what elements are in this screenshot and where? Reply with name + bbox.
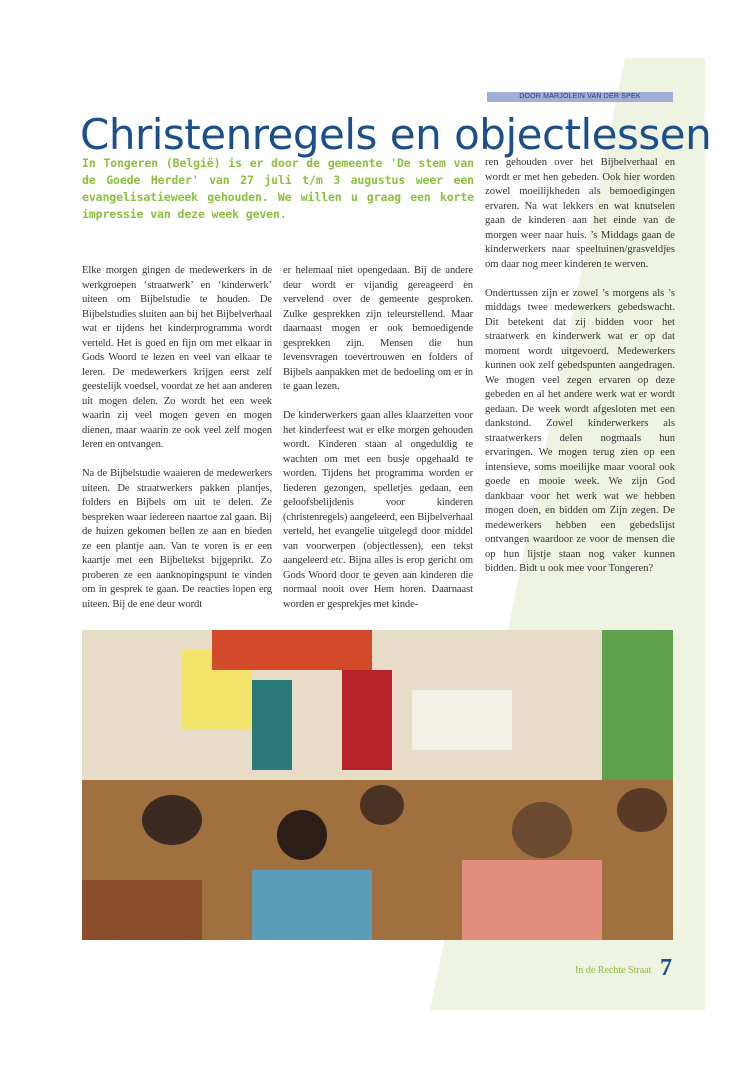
column-2 <box>283 264 473 612</box>
article-title: Christenregels en objectlessen <box>80 110 712 159</box>
paragraph: Na de Bijbelstudie waaieren de medewerkers uiteen. De straatwerkers pakken plantjes, folders en Bijbels om uit te delen. Ze bespreken waar iedereen naartoe zal gaan. Bij de huizen gekomen bellen ze aan en bieden ze een plantje aan. Van te voren is er een kaartje met een Bijbeltekst bijgeprikt. Zo proberen ze een aanknopingspunt te vinden om in gesprek te gaan. De reacties lopen erg uiteen. Bij de ene deur wordt <box>82 468 272 610</box>
paragraph: Elke morgen gingen de medewerkers in de werkgroepen ‘straatwerk’ en ‘kinderwerk’ uiteen om Bijbelstudie te houden. De Bijbelstudies sluiten aan bij het Bijbelverhaal wat er tijdens het kinderprogramma wordt verteld. Het is goed en fijn om met elkaar in Gods Woord te lezen en veel van elkaar te leren. De medewerkers krijgen eerst zelf geestelijk voedsel, voordat ze het aan anderen uit mogen delen. Zo wordt het een week waarin zij veel mogen geven en mogen dienen, maar waarin ze ook veel zelf mogen leren en ontvangen. <box>82 265 272 450</box>
column-3 <box>485 156 675 577</box>
paragraph: er helemaal niet opengedaan. Bij de andere deur wordt er vijandig gereageerd en vervelend over de gemeente gesproken. Zulke gesprekken zijn teleurstellend. Maar daarnaast mogen er ook bemoedigende gesprekken zijn. Mensen die hun levensvragen toevertrouwen en folders of Bijbels aanpakken met de bedoeling om er in te gaan lezen. <box>283 265 473 392</box>
paragraph: De kinderwerkers gaan alles klaarzetten voor het kinderfeest wat er elke morgen gehouden wordt. Kinderen staan al ongeduldig te wachten om met een busje opgehaald te worden. Tijdens het programma worden er liederen gezongen, spelletjes gedaan, een geloofsbelijdenis voor kinderen (christenregels) aangeleerd, een Bijbelverhaal verteld, het evangelie uitgelegd door middel van voorwerpen (objectlessen), een tekst aangeleerd etc. Bijna alles is erop gericht om Gods Woord door te geven aan kinderen die normaal nooit over Hem horen. Daarnaast worden er gesprekjes met kinde- <box>283 410 473 610</box>
author-byline: DOOR MARJOLEIN VAN DER SPEK <box>487 92 673 102</box>
page-number: 7 <box>660 955 672 981</box>
magazine-name: In de Rechte Straat <box>575 965 652 976</box>
lead-paragraph: In Tongeren (België) is er door de gemeente 'De stem van de Goede Herder' van 27 juli t/m 3 augustus weer een evangelisatieweek gehouden. We willen u graag een korte impressie van deze week geven. <box>82 156 474 221</box>
column-1 <box>82 264 272 612</box>
paragraph: ren gehouden over het Bijbelverhaal en wordt er met hen gebeden. Ook hier worden zowel moeilijkheden als bemoedigingen ervaren. Na wat lekkers en wat knutselen gaan de kinderen aan het einde van de morgen weer naar huis. ’s Middags gaan de kinderwerkers naar speeltuinen/grasveldjes om daar nog meer kinderen te werven. <box>485 157 675 270</box>
article-photo <box>82 630 673 940</box>
paragraph: Ondertussen zijn er zowel ’s morgens als ’s middags twee medewerkers gebedswacht. Dit betekent dat zij bidden voor het straatwerk en kinderwerk wat er op dat moment wordt uitgevoerd. Medewerkers kunnen ook zelf gebedspunten aangedragen. We mogen veel zegen ervaren op deze gebeden en al het andere werk wat er wordt gedaan. De week wordt afgesloten met een dankstond. Zowel kinderwerkers als straatwerkers delen nogmaals hun ervaringen. We mogen terug zien op een intensieve, soms moeilijke maar vooral ook goede en mooie week. We zijn God dankbaar voor het werk wat we hebben mogen doen, en bidden om Zijn zegen. De medewerkers hebben een gebedslijst ontvangen waardoor ze voor de mensen die op hun lijstje staan nog vaker kunnen bidden. Bidt u ook mee voor Tongeren? <box>485 287 675 574</box>
